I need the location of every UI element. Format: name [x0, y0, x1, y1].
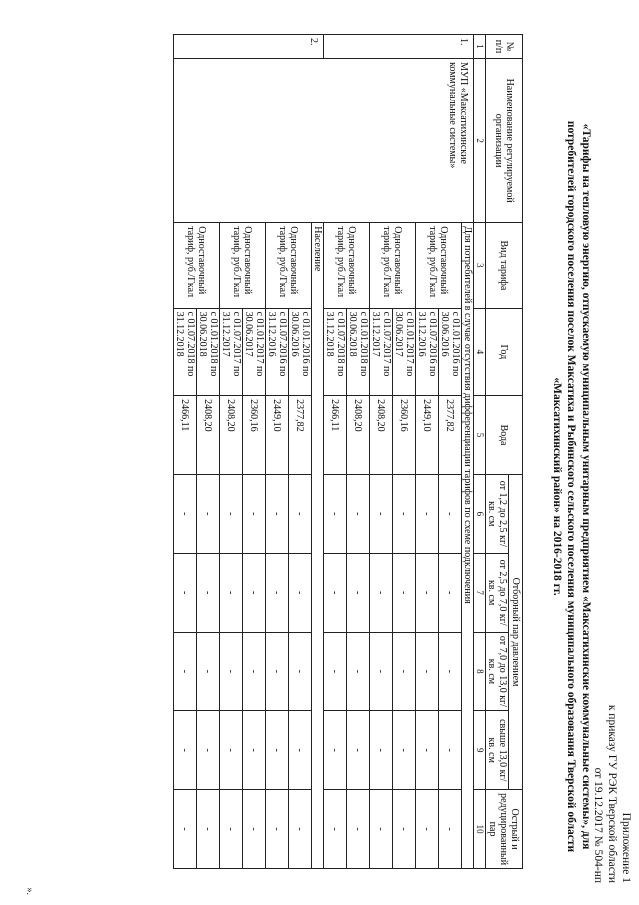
water-value: 2408,20: [197, 396, 220, 475]
document-title: [550, 88, 594, 885]
steam2-value: -: [370, 553, 393, 632]
col-number: 10: [474, 790, 486, 869]
header-org: Наименование регулируемой организации: [486, 59, 523, 223]
period: с 01.01.2017 по 30.06.2017: [243, 308, 266, 396]
sharp-steam-value: -: [347, 790, 370, 869]
water-value: 2360,16: [243, 396, 266, 475]
steam1-value: -: [416, 474, 439, 553]
water-value: 2466,11: [174, 396, 197, 475]
period: с 01.07.2017 по 31.12.2017: [370, 308, 393, 396]
steam3-value: -: [220, 632, 243, 711]
appendix-line: к приказу ГУ РЭК Тверской области: [606, 704, 618, 883]
title-line: «Максатихинский район» на 2016-2018 гг.: [551, 377, 563, 596]
steam4-value: -: [197, 711, 220, 790]
sharp-steam-value: -: [416, 790, 439, 869]
col-number: 8: [474, 632, 486, 711]
period: с 01.07.2018 по 31.12.2018: [174, 308, 197, 396]
period: с 01.01.2017 по 30.06.2017: [393, 308, 416, 396]
steam1-value: -: [370, 474, 393, 553]
steam1-value: -: [347, 474, 370, 553]
tariff-table: [173, 34, 523, 869]
section-title: Население: [312, 223, 324, 869]
closing-quote-mark: ».: [24, 887, 35, 895]
steam1-value: -: [197, 474, 220, 553]
sharp-steam-value: -: [197, 790, 220, 869]
sharp-steam-value: -: [289, 790, 312, 869]
water-value: 2449,10: [416, 396, 439, 475]
steam1-value: -: [174, 474, 197, 553]
water-value: 2408,20: [370, 396, 393, 475]
steam3-value: -: [416, 632, 439, 711]
steam2-value: -: [243, 553, 266, 632]
water-value: 2377,82: [289, 396, 312, 475]
col-number: 5: [474, 396, 486, 475]
steam3-value: -: [370, 632, 393, 711]
steam4-value: -: [266, 711, 289, 790]
steam1-value: -: [393, 474, 416, 553]
steam4-value: -: [174, 711, 197, 790]
steam3-value: -: [324, 632, 347, 711]
steam4-value: -: [220, 711, 243, 790]
steam3-value: -: [393, 632, 416, 711]
period: с 01.01.2016 по 30.06.2016: [289, 308, 312, 396]
period: с 01.07.2016 по 31.12.2016: [266, 308, 289, 396]
header-sharp-steam: Острый и редуцированный пар: [486, 790, 523, 869]
tariff-type: Одноставочный тариф, руб./Гкал: [370, 223, 416, 308]
sharp-steam-value: -: [370, 790, 393, 869]
steam1-value: -: [289, 474, 312, 553]
steam3-value: -: [174, 632, 197, 711]
tariff-type: Одноставочный тариф, руб./Гкал: [266, 223, 312, 308]
section-number: 1.: [324, 35, 474, 59]
sharp-steam-value: -: [266, 790, 289, 869]
steam2-value: -: [197, 553, 220, 632]
appendix-line: Приложение 1: [620, 812, 632, 883]
sharp-steam-value: -: [439, 790, 462, 869]
section-number: 2.: [174, 35, 324, 59]
steam2-value: -: [439, 553, 462, 632]
steam4-value: -: [347, 711, 370, 790]
steam4-value: -: [324, 711, 347, 790]
steam2-value: -: [266, 553, 289, 632]
steam3-value: -: [289, 632, 312, 711]
appendix-line: от 19.12.2017 № 504-нп: [592, 767, 604, 883]
title-line: потребителей городского поселения поселок Максатиха и Рыбинского сельского поселения муниципального образования Тверской области: [565, 120, 578, 853]
tariff-type: Одноставочный тариф, руб./Гкал: [220, 223, 266, 308]
period: с 01.07.2018 по 31.12.2018: [324, 308, 347, 396]
steam1-value: -: [220, 474, 243, 553]
steam2-value: -: [347, 553, 370, 632]
sharp-steam-value: -: [174, 790, 197, 869]
steam3-value: -: [266, 632, 289, 711]
steam2-value: -: [289, 553, 312, 632]
col-number: 7: [474, 553, 486, 632]
steam4-value: -: [439, 711, 462, 790]
steam1-value: -: [266, 474, 289, 553]
steam4-value: -: [393, 711, 416, 790]
steam2-value: -: [220, 553, 243, 632]
header-tariff-type: Вид тарифа: [486, 223, 523, 308]
period: с 01.01.2018 по 30.06.2018: [197, 308, 220, 396]
header-steam-group: Отборный пар давлением: [509, 474, 523, 789]
steam3-value: -: [243, 632, 266, 711]
appendix-reference: [591, 705, 633, 883]
header-steam-2: от 2,5 до 7,0 кг/кв. см: [486, 553, 509, 632]
steam4-value: -: [243, 711, 266, 790]
steam2-value: -: [393, 553, 416, 632]
steam2-value: -: [324, 553, 347, 632]
header-num: № п/п: [486, 35, 523, 59]
header-steam-4: свыше 13,0 кг/кв. см: [486, 711, 509, 790]
header-water: Вода: [486, 396, 523, 475]
col-number: 3: [474, 223, 486, 308]
period: с 01.01.2018 по 30.06.2018: [347, 308, 370, 396]
organization-name: МУП «Максатихинские коммунальные системы»: [174, 59, 474, 223]
steam1-value: -: [324, 474, 347, 553]
period: с 01.01.2016 по 30.06.2016: [439, 308, 462, 396]
tariff-type: Одноставочный тариф, руб./Гкал: [174, 223, 220, 308]
steam4-value: -: [289, 711, 312, 790]
col-number: 2: [474, 59, 486, 223]
header-steam-3: от 7,0 до 13,0 кг/кв. см: [486, 632, 509, 711]
tariff-type: Одноставочный тариф, руб./Гкал: [324, 223, 370, 308]
col-number: 4: [474, 308, 486, 396]
water-value: 2408,20: [347, 396, 370, 475]
title-line: «Тарифы на тепловую энергию, отпускаемую муниципальным унитарным предприятием «Максатихинские коммунальные системы», для: [580, 123, 592, 850]
steam4-value: -: [370, 711, 393, 790]
steam1-value: -: [439, 474, 462, 553]
water-value: 2408,20: [220, 396, 243, 475]
tariff-type: Одноставочный тариф, руб./Гкал: [416, 223, 462, 308]
sharp-steam-value: -: [220, 790, 243, 869]
steam3-value: -: [439, 632, 462, 711]
sharp-steam-value: -: [243, 790, 266, 869]
col-number: 9: [474, 711, 486, 790]
steam2-value: -: [174, 553, 197, 632]
sharp-steam-value: -: [393, 790, 416, 869]
steam3-value: -: [347, 632, 370, 711]
water-value: 2449,10: [266, 396, 289, 475]
steam1-value: -: [243, 474, 266, 553]
sharp-steam-value: -: [324, 790, 347, 869]
water-value: 2466,11: [324, 396, 347, 475]
header-year: Год: [486, 308, 523, 396]
water-value: 2377,82: [439, 396, 462, 475]
steam3-value: -: [197, 632, 220, 711]
steam4-value: -: [416, 711, 439, 790]
section-title: Для потребителей в случае отсутствия дифференциации тарифов по схеме подключения: [462, 223, 474, 869]
steam2-value: -: [416, 553, 439, 632]
header-steam-1: от 1,2 до 2,5 кг/кв. см: [486, 474, 509, 553]
col-number: 6: [474, 474, 486, 553]
period: с 01.07.2017 по 31.12.2017: [220, 308, 243, 396]
col-number: 1: [474, 35, 486, 59]
water-value: 2360,16: [393, 396, 416, 475]
period: с 01.07.2016 по 31.12.2016: [416, 308, 439, 396]
